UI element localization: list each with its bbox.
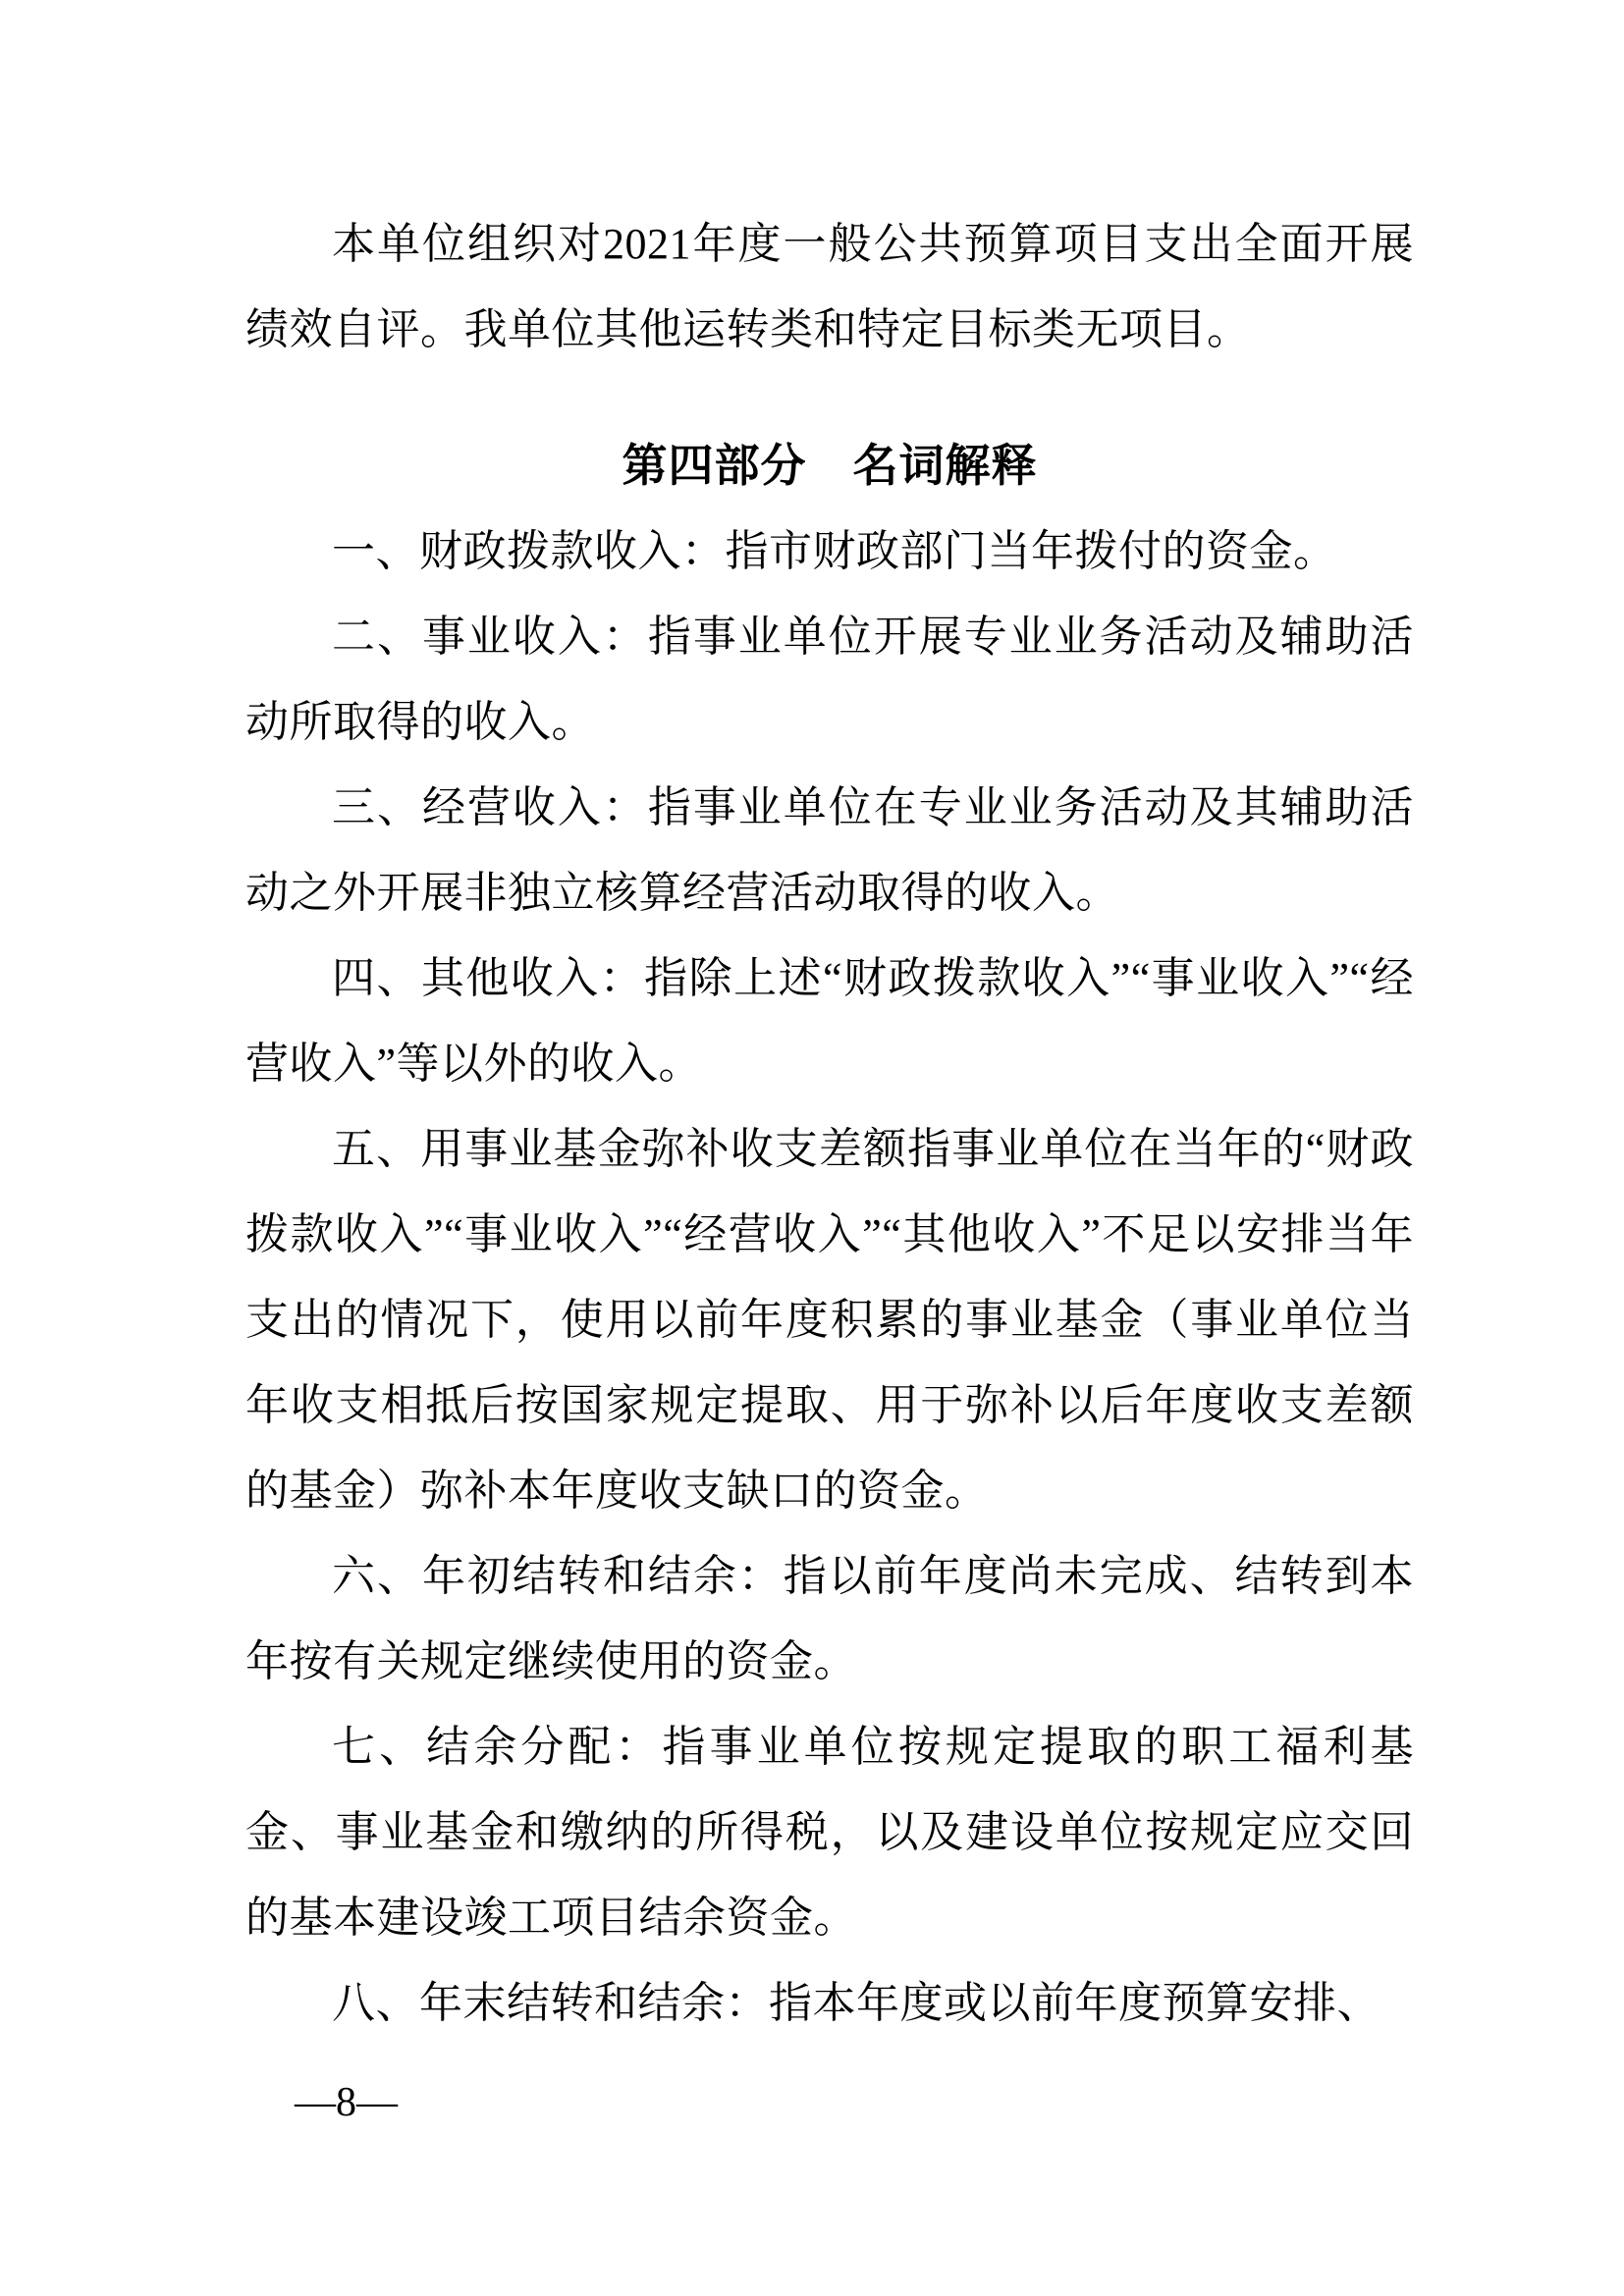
intro-paragraph: 本单位组织对2021年度一般公共预算项目支出全面开展绩效自评。我单位其他运转类和特定目标类无项目。: [245, 220, 1414, 353]
page-number: —8—: [295, 2080, 398, 2125]
definition-paragraph-2: 二、事业收入：指事业单位开展专业业务活动及辅助活动所取得的收入。: [245, 613, 1414, 746]
definition-paragraph-8: 八、年末结转和结余：指本年度或以前年度预算安排、: [332, 1979, 1380, 2027]
definition-paragraph-7: 七、结余分配：指事业单位按规定提取的职工福利基金、事业基金和缴纳的所得税，以及建设单位按规定应交回的基本建设竣工项目结余资金。: [245, 1723, 1414, 1942]
section-heading: 第四部分 名词解释: [622, 440, 1038, 491]
definition-paragraph-4: 四、其他收入：指除上述“财政拨款收入”“事业收入”“经营收入”等以外的收入。: [245, 954, 1414, 1088]
definition-paragraph-1: 一、财政拨款收入：指市财政部门当年拨付的资金。: [332, 527, 1337, 575]
definition-paragraph-6: 六、年初结转和结余：指以前年度尚未完成、结转到本年按有关规定继续使用的资金。: [245, 1552, 1414, 1685]
definition-paragraph-3: 三、经营收入：指事业单位在专业业务活动及其辅助活动之外开展非独立核算经营活动取得的收入。: [245, 783, 1414, 917]
document-body: [245, 201, 1414, 2046]
definition-paragraph-5: 五、用事业基金弥补收支差额指事业单位在当年的“财政拨款收入”“事业收入”“经营收入”“其他收入”不足以安排当年支出的情况下，使用以前年度积累的事业基金（事业单位当年收支相抵后按国家规定提取、用于弥补以后年度收支差额的基金）弥补本年度收支缺口的资金。: [245, 1125, 1414, 1515]
